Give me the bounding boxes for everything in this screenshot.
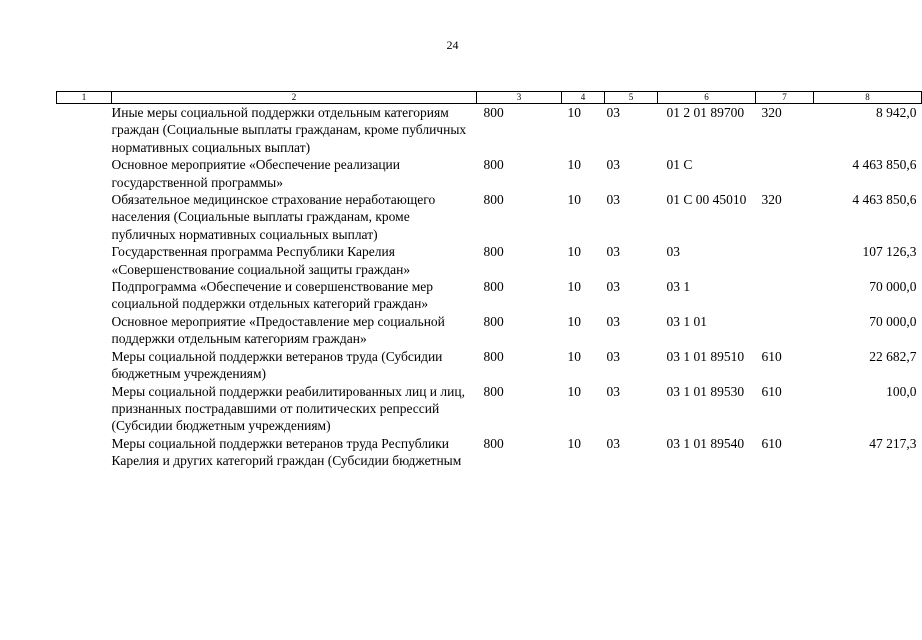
row-ved: 800 [483,192,504,208]
row-csr: 03 1 01 89530 [666,383,745,399]
row-razdel: 10 [567,348,581,364]
row-summa: 100,0 [886,383,917,399]
row-vr [756,243,814,278]
row-name: Государственная программа Республики Карелия «Совершенствование социальной защиты граждан» [111,244,411,277]
row-podrazdel: 03 [606,192,620,208]
table-body [57,104,922,470]
row-ved: 800 [483,348,504,364]
row-podrazdel: 03 [606,157,620,173]
row-name: Обязательное медицинское страхование неработающего населения (Социальные выплаты гражданам, кроме публичных нормативных социальных выплат) [111,192,436,242]
row-podrazdel: 03 [606,383,620,399]
row-csr: 03 1 01 [666,313,707,329]
table-row [57,191,922,243]
header-col-4: 4 [562,92,605,104]
row-vr [756,313,814,348]
row-csr: 01 С [666,157,693,173]
row-podrazdel: 03 [606,105,620,120]
row-name: Основное мероприятие «Предоставление мер социальной поддержки отдельным категориям граждан» [111,313,445,347]
row-podrazdel: 03 [606,435,620,451]
row-vr: 320 [761,105,782,120]
table-row [57,278,922,313]
row-summa: 70 000,0 [869,313,917,329]
table-row [57,383,922,435]
row-ved: 800 [483,313,504,329]
row-razdel: 10 [567,313,581,329]
row-summa: 22 682,7 [869,348,917,364]
header-row [57,92,922,104]
row-razdel: 10 [567,279,581,295]
row-csr: 03 [666,244,680,260]
row-vr [756,278,814,313]
row-vr [756,156,814,191]
row-ved: 800 [483,244,504,260]
table-row [57,243,922,278]
row-csr: 03 1 01 89510 [666,348,745,364]
row-summa: 70 000,0 [869,279,917,295]
row-summa: 4 463 850,6 [852,192,917,208]
row-name: Меры социальной поддержки реабилитированных лиц и лиц, признанных пострадавшими от политических репрессий (Субсидии бюджетным учреждениям) [111,383,465,434]
row-vr: 320 [761,192,782,208]
row-podrazdel: 03 [606,348,620,364]
row-name: Подпрограмма «Обеспечение и совершенствование мер социальной поддержки отдельных категорий граждан» [111,279,434,312]
table-header [57,92,922,104]
row-number [57,383,112,435]
row-summa: 107 126,3 [862,244,917,260]
row-podrazdel: 03 [606,279,620,295]
budget-table [56,91,922,470]
row-csr: 01 С 00 45010 [666,192,747,208]
row-number [57,156,112,191]
row-number [57,278,112,313]
row-number [57,435,112,470]
header-col-1: 1 [57,92,112,104]
table-row [57,435,922,470]
row-number [57,104,112,157]
row-ved: 800 [483,279,504,295]
table-row [57,104,922,157]
header-col-7: 7 [756,92,814,104]
row-number [57,243,112,278]
row-name: Иные меры социальной поддержки отдельным категориям граждан (Социальные выплаты гражданам, кроме публичных нормативных социальных выплат) [111,105,467,155]
row-razdel: 10 [567,157,581,173]
row-razdel: 10 [567,383,581,399]
table-row [57,313,922,348]
row-number [57,191,112,243]
header-col-3: 3 [477,92,562,104]
header-col-5: 5 [605,92,658,104]
row-csr: 01 2 01 89700 [666,105,745,120]
row-number [57,348,112,383]
row-vr: 610 [761,435,782,451]
row-ved: 800 [483,435,504,451]
row-podrazdel: 03 [606,313,620,329]
row-vr: 610 [761,383,782,399]
header-col-2: 2 [112,92,477,104]
header-col-6: 6 [658,92,756,104]
row-summa: 8 942,0 [876,105,917,120]
row-name: Меры социальной поддержки ветеранов труда Республики Карелия и других категорий граждан (Субсидии бюджетным [111,435,462,469]
row-number [57,313,112,348]
table-row [57,348,922,383]
row-name: Основное мероприятие «Обеспечение реализации государственной программы» [111,157,400,190]
row-csr: 03 1 01 89540 [666,435,745,451]
row-summa: 47 217,3 [869,435,917,451]
row-name: Меры социальной поддержки ветеранов труда (Субсидии бюджетным учреждениям) [111,348,443,382]
row-razdel: 10 [567,435,581,451]
header-col-8: 8 [814,92,922,104]
row-razdel: 10 [567,105,581,120]
row-vr: 610 [761,348,782,364]
row-csr: 03 1 [666,279,691,295]
row-razdel: 10 [567,192,581,208]
row-ved: 800 [483,383,504,399]
row-ved: 800 [483,157,504,173]
row-summa: 4 463 850,6 [852,157,917,173]
row-podrazdel: 03 [606,244,620,260]
table-row [57,156,922,191]
row-ved: 800 [483,105,504,120]
page-number: 24 [446,38,459,52]
row-razdel: 10 [567,244,581,260]
